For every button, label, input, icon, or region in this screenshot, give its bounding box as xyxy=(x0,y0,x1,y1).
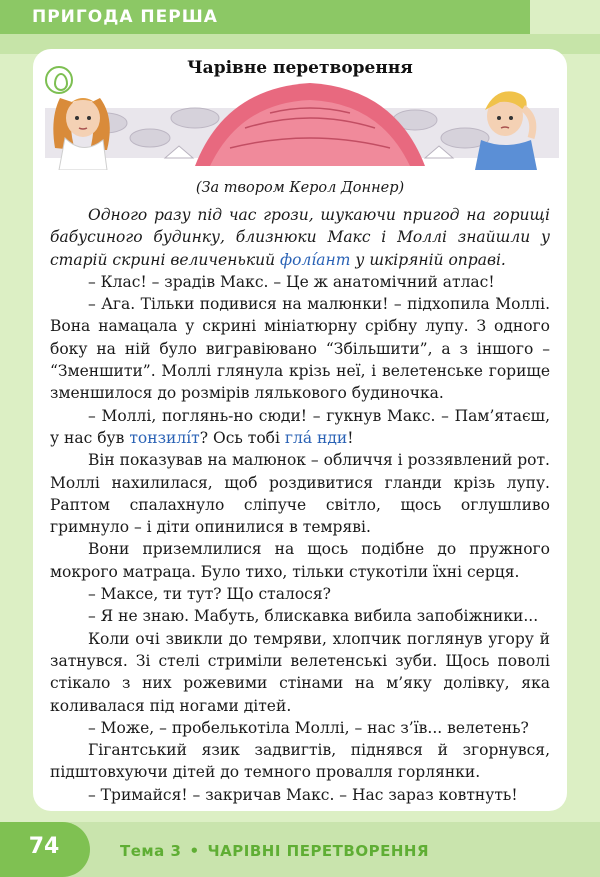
intro-paragraph: Одного разу під час грози, шукаючи пригод на горищі бабусиного будинку, близнюки Макс і Моллі знайшли у старій скрині величенький фолі́ант у шкіряній оправі. xyxy=(50,206,550,269)
section-label: ПРИГОДА ПЕРША xyxy=(32,7,218,27)
story-text xyxy=(50,204,550,806)
paragraph: Вони приземлилися на щось подібне до пружного мокрого матраца. Було тихо, тільки стукотіли їхні серця. xyxy=(50,540,550,581)
glossary-term[interactable]: глá нди xyxy=(284,428,348,447)
story-title: Чарівне перетворення xyxy=(175,58,425,78)
topic-label: Тема 3 • ЧАРІВНІ ПЕРЕТВОРЕННЯ xyxy=(120,842,429,860)
glossary-term[interactable]: тонзилі́т xyxy=(129,428,200,447)
page-number: 74 xyxy=(28,834,60,859)
paragraph: Він показував на малюнок – обличчя і роззявлений рот. Моллі нахилилася, щоб роздивитися гланди крізь лупу. Раптом спалахнуло сліпуче світло, щось оглушливо гримнуло – і діти опинилися в темряві. xyxy=(50,451,550,537)
glossary-term[interactable]: фолі́ант xyxy=(280,250,351,269)
paragraph: Коли очі звикли до темряви, хлопчик поглянув угору й затнувся. Зі стелі стриміли велетенські зуби. Щось поволі стікало з них рожевими стінами на м’яку долівку, яка коливалася під ногами дітей. xyxy=(50,629,550,715)
paragraph: – Може, – пробелькотіла Моллі, – нас з’їв... велетень? xyxy=(88,718,529,737)
paragraph: Гігантський язик задвигтів, піднявся й згорнувся, підштовхуючи дітей до темного провалля горлянки. xyxy=(50,741,550,782)
header-corner xyxy=(530,0,600,34)
paragraph: – Моллі, поглянь-но сюди! – гукнув Макс. – Пам’ятаєш, у нас був тонзилі́т? Ось тобі глá нди! xyxy=(50,406,550,447)
paragraph: – Ага. Тільки подивися на малюнки! – підхопила Моллі. Вона намацала у скрині мініатюрну срібну лупу. З одного боку на ній було вигравіювано “Збільшити”, а з іншого – “Зменшити”. Моллі глянула крізь неї, і велетенське горище зменшилося до розмірів лялькового будиночка. xyxy=(50,295,550,403)
paragraph: – Я не знаю. Мабуть, блискавка вибила запобіжники... xyxy=(88,607,539,626)
story-byline: (За твором Керол Доннер) xyxy=(195,180,405,196)
paragraph: – Клас! – зрадів Макс. – Це ж анатомічний атлас! xyxy=(88,272,495,291)
paragraph: – Максе, ти тут? Що сталося? xyxy=(88,585,331,604)
paragraph: – Тримайся! – закричав Макс. – Нас зараз ковтнуть! xyxy=(88,785,518,804)
story-illustration xyxy=(45,78,559,170)
leaf-badge-icon xyxy=(45,66,73,94)
